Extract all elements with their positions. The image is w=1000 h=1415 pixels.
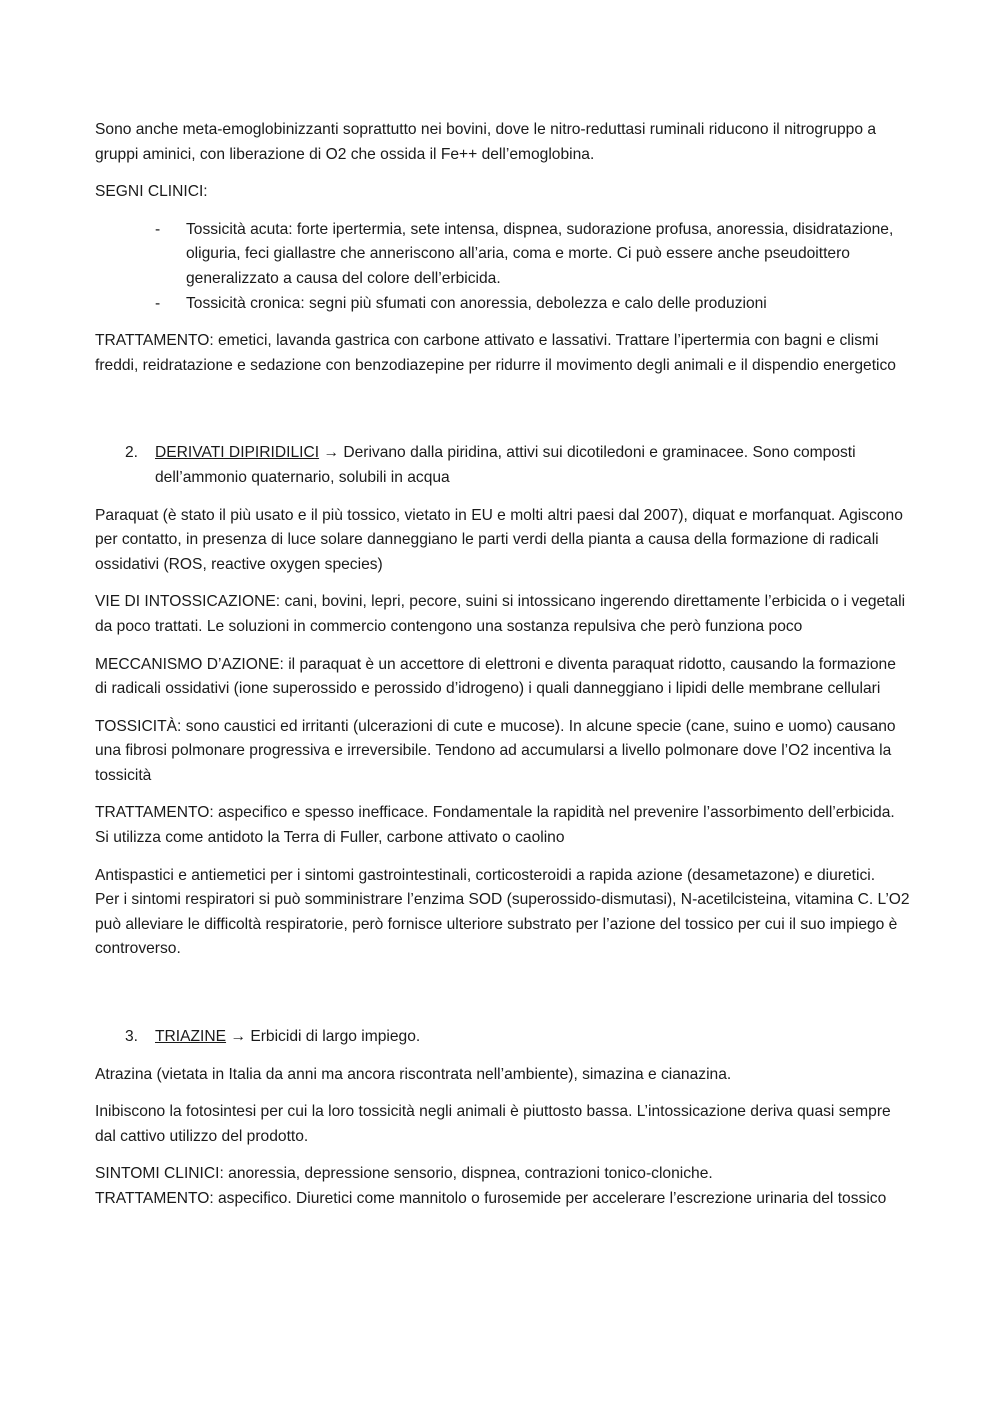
paragraph-paraquat: Paraquat (è stato il più usato e il più tossico, vietato in EU e molti altri paesi dal 2007), diquat e morfanquat. Agiscono per contatto, in presenza di luce solare danneggiano le parti verdi della pianta a causa della formazione di radicali ossidativi (ROS, reactive oxygen species) [95, 506, 903, 573]
arrow-icon: → [323, 444, 339, 462]
paragraph-meta-emoglobinizzanti: Sono anche meta-emoglobinizzanti soprattutto nei bovini, dove le nitro-reduttasi ruminali riducono il nitrogruppo a gruppi aminici, con liberazione di O2 che ossida il Fe++ dell’emoglobina. [95, 121, 876, 163]
paragraph-atrazina: Atrazina (vietata in Italia da anni ma ancora riscontrata nell’ambiente), simazina e cianazina. [95, 1065, 732, 1083]
paragraph-trattamento-1: TRATTAMENTO: emetici, lavanda gastrica con carbone attivato e lassativi. Trattare l’ipertermia con bagni e clismi freddi, reidratazione e sedazione con benzodiazepine per ridurre il movimento degli animali e il dispendio energetico [95, 332, 896, 374]
paragraph-meccanismo-azione: MECCANISMO D’AZIONE: il paraquat è un accettore di elettroni e diventa paraquat ridotto, causando la formazione di radicali ossidativi (ione superossido e perossido d’idrogeno) i quali danneggiano i lipidi delle membrane cellulari [95, 655, 896, 698]
bullet-text: Tossicità cronica: segni più sfumati con anoressia, debolezza e calo delle produzioni [186, 294, 767, 312]
bullet-dash: - [155, 294, 161, 312]
paragraph-vie-intossicazione: VIE DI INTOSSICAZIONE: cani, bovini, lepri, pecore, suini si intossicano ingerendo direttamente l’erbicida o i vegetali da poco trattati. Le soluzioni in commercio contengono una sostanza repulsiva che però funziona poco [95, 593, 906, 635]
arrow-icon: → [230, 1028, 246, 1046]
paragraph-trattamento-2: TRATTAMENTO: aspecifico e spesso inefficace. Fondamentale la rapidità nel prevenire l’assorbimento dell’erbicida. Si utilizza come antidoto la Terra di Fuller, carbone attivato o caolino [95, 804, 895, 847]
bullet-dash: - [155, 220, 161, 238]
paragraph-inibiscono: Inibiscono la fotosintesi per cui la loro tossicità negli animali è piuttosto bassa. L’intossicazione deriva quasi sempre dal cattivo utilizzo del prodotto. [95, 1103, 891, 1145]
section-heading-body [155, 441, 910, 490]
bullet-text: Tossicità acuta: forte ipertermia, sete intensa, dispnea, sudorazione profusa, anoressia, disidratazione, oliguria, feci giallastre che anneriscono all’aria, coma e morte. Ci può essere anche pseudoittero generalizzato a causa del colore dell’erbicida. [186, 220, 894, 287]
section-heading-body [155, 1025, 910, 1050]
antispastici-line-1: Antispastici e antiemetici per i sintomi gastrointestinali, corticosteroidi a rapida azione (desametazone) e diuretici. [95, 866, 876, 884]
section-text: Erbicidi di largo impiego. [250, 1028, 421, 1046]
section-heading-triazine [95, 1025, 910, 1050]
paragraph-tossicita: TOSSICITÀ: sono caustici ed irritanti (ulcerazioni di cute e mucose). In alcune specie (cane, suino e uomo) causano una fibrosi polmonare progressiva e irreversibile. Tendono ad accumularsi a livello polmonare dove l’O2 incentiva la tossicità [95, 717, 896, 784]
section-number: 2. [125, 444, 139, 462]
sintomi-clinici: SINTOMI CLINICI: anoressia, depressione sensorio, dispnea, contrazioni tonico-cloniche. [95, 1165, 713, 1183]
section-text: Derivano dalla piridina, attivi sui dicotiledoni e graminacee. Sono composti dell’ammonio quaternario, solubili in acqua [155, 444, 856, 486]
bullet-item [95, 292, 910, 317]
section-heading-dipiridilici [95, 441, 910, 490]
paragraph-antispastici [95, 864, 910, 962]
antispastici-line-2: Per i sintomi respiratori si può somministrare l’enzima SOD (superossido-dismutasi), N-acetilcisteina, vitamina C. L’O2 può alleviare le difficoltà respiratorie, però fornisce ulteriore substrato per l’azione del tossico per cui il suo impiego è controverso. [95, 891, 910, 958]
trattamento-3: TRATTAMENTO: aspecifico. Diuretici come mannitolo o furosemide per accelerare l’escrezione urinaria del tossico [95, 1190, 887, 1207]
bullet-item [95, 218, 910, 292]
section-gap [95, 391, 910, 441]
heading-segni-clinici: SEGNI CLINICI: [95, 183, 208, 201]
section-number: 3. [125, 1028, 139, 1046]
section-title: DERIVATI DIPIRIDILICI [155, 444, 320, 462]
section-title: TRIAZINE [155, 1028, 227, 1046]
bullet-list-segni-clinici [95, 218, 910, 316]
paragraph-sintomi-trattamento [95, 1162, 910, 1211]
section-gap [95, 975, 910, 1025]
